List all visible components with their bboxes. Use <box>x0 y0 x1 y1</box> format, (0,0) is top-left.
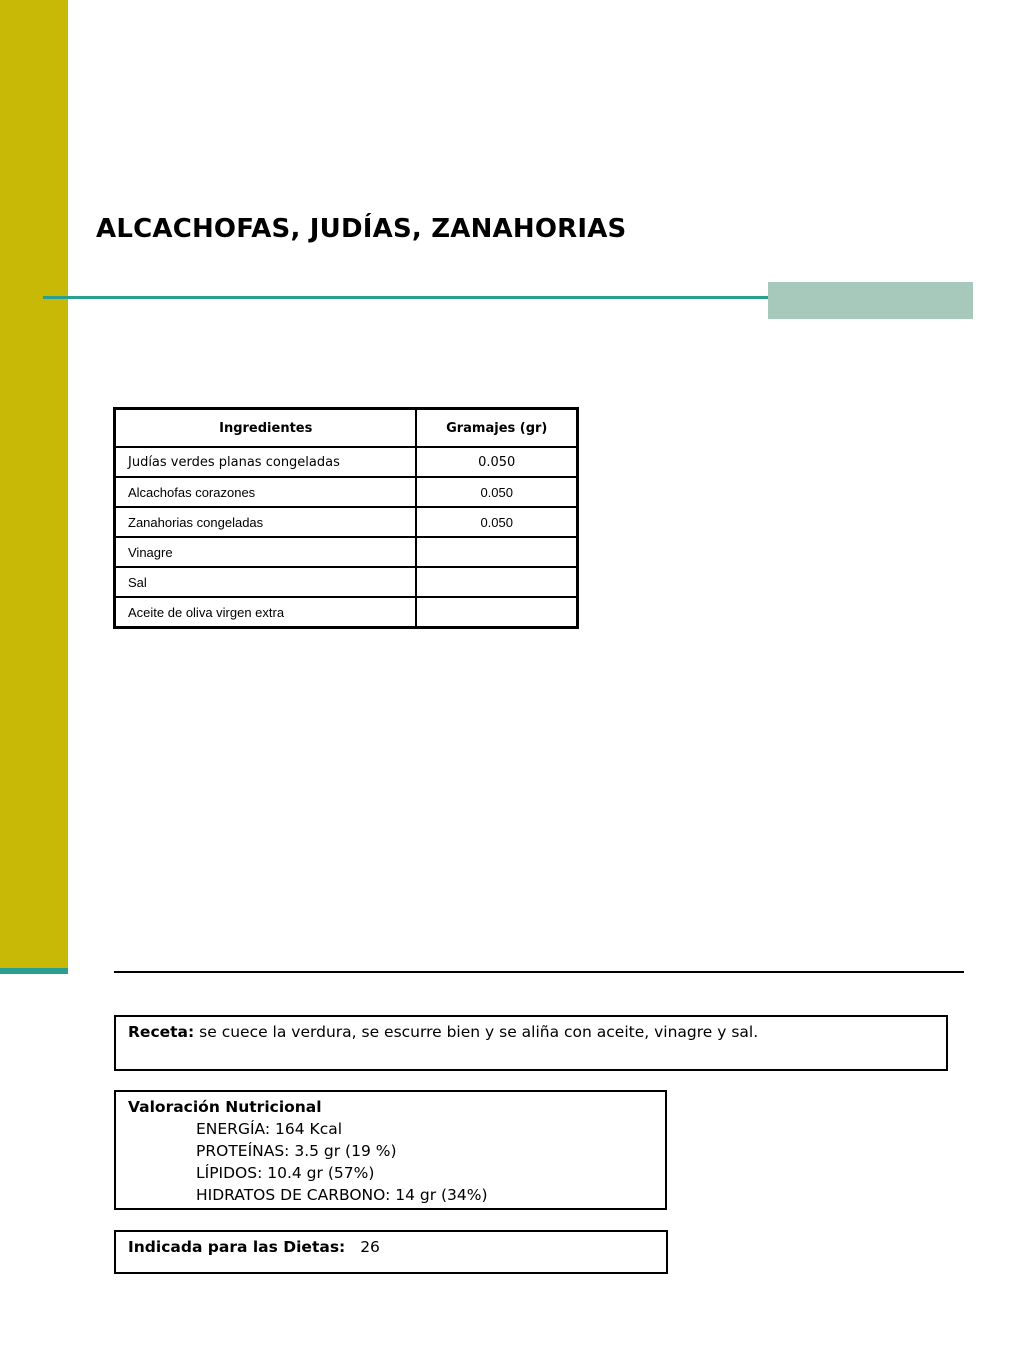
nutrition-proteins: PROTEÍNAS: 3.5 gr (19 %) <box>196 1142 397 1160</box>
recipe-label: Receta: <box>128 1023 195 1041</box>
nutrition-energy: ENERGÍA: 164 Kcal <box>196 1120 343 1138</box>
nutrition-carbohydrates: HIDRATOS DE CARBONO: 14 gr (34%) <box>196 1186 488 1204</box>
section-divider <box>114 971 964 973</box>
ingredient-name: Aceite de oliva virgen extra <box>115 597 417 628</box>
recipe-box <box>114 1015 948 1071</box>
nutrition-box <box>114 1090 667 1210</box>
nutrition-heading: Valoración Nutricional <box>128 1098 322 1116</box>
table-row <box>115 507 578 537</box>
ingredient-name: Sal <box>115 567 417 597</box>
table-header-row <box>115 409 578 448</box>
header-ingredients: Ingredientes <box>115 409 417 448</box>
table-row <box>115 477 578 507</box>
recipe-text: se cuece la verdura, se escurre bien y se aliña con aceite, vinagre y sal. <box>199 1023 759 1041</box>
nutrition-lipids: LÍPIDOS: 10.4 gr (57%) <box>196 1164 375 1182</box>
ingredient-grams <box>416 537 577 567</box>
table-row <box>115 567 578 597</box>
ingredient-name: Zanahorias congeladas <box>115 507 417 537</box>
ingredients-table <box>113 407 579 629</box>
ingredient-grams: 0.050 <box>416 477 577 507</box>
ingredient-grams <box>416 597 577 628</box>
diets-label: Indicada para las Dietas: <box>128 1238 346 1256</box>
table-row <box>115 537 578 567</box>
ingredient-name: Vinagre <box>115 537 417 567</box>
ingredient-name: Alcachofas corazones <box>115 477 417 507</box>
header-grams: Gramajes (gr) <box>416 409 577 448</box>
page-title: ALCACHOFAS, JUDÍAS, ZANAHORIAS <box>96 214 627 244</box>
table-row <box>115 597 578 628</box>
diets-box <box>114 1230 668 1274</box>
ingredient-name: Judías verdes planas congeladas <box>115 447 417 477</box>
table-row <box>115 447 578 477</box>
ingredient-grams: 0.050 <box>416 447 577 477</box>
diets-value: 26 <box>360 1238 380 1256</box>
title-accent-block <box>768 282 973 319</box>
left-sidebar-accent <box>0 968 68 974</box>
ingredient-grams <box>416 567 577 597</box>
left-sidebar-bar <box>0 0 68 968</box>
ingredient-grams: 0.050 <box>416 507 577 537</box>
